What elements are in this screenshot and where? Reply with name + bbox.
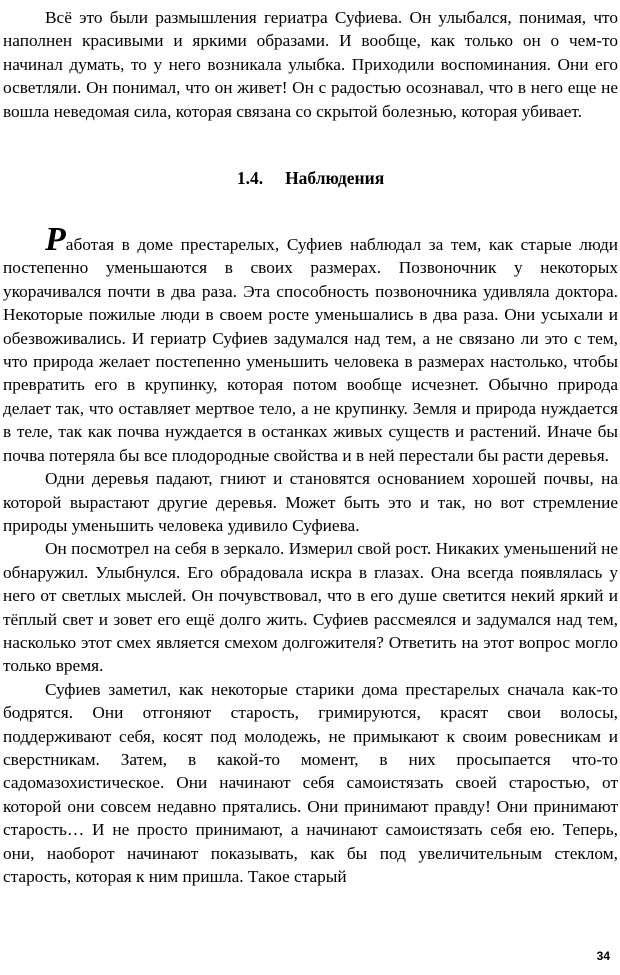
section-heading-block: [3, 123, 618, 230]
body-paragraph: Суфиев заметил, как некоторые старики дома престарелых сначала как-то бодрятся. Они отгоняют старость, гримируются, красят свои волосы, поддерживают себя, косят под молодежь, не примыкают к своим ровесникам и сверстникам. Затем, в какой-то момент, в них просыпается что-то садомазохистическое. Они начинают себя самоистязать своей старостью, от которой они совсем недавно прятались. Они принимают правду! Они принимают старость… И не просто принимают, а начинают самоистязать себя ею. Теперь, они, наоборот начинают показывать, как бы под увеличительным стеклом, старость, которая к ним пришла. Такое старый: [3, 679, 618, 886]
page-number: 34: [596, 949, 610, 963]
body-paragraph: Одни деревья падают, гниют и становятся основанием хорошей почвы, на которой вырастают другие деревья. Может быть это и так, но вот стремление природы уменьшить человека удивило Суфиева.: [3, 469, 618, 535]
section-number: 1.4.: [236, 167, 264, 188]
section-heading: [237, 167, 384, 190]
body-paragraph: Он посмотрел на себя в зеркало. Измерил свой рост. Никаких уменьшений не обнаружил. Улыбнулся. Его обрадовала искра в глазах. Она всегда появлялась у него от светлых мыслей. Он почувствовал, что в его душе светится некий яркий и тёплый свет и зовет его ещё долго жить. Суфиев рассмеялся и задумался над тем, насколько этот смех является смехом долгожителя? Ответить на этот вопрос могло только время.: [3, 539, 618, 676]
dropcap-letter: Р: [45, 221, 66, 259]
first-paragraph-text: аботая в доме престарелых, Суфиев наблюдал за тем, как старые люди постепенно уменьшаются в своих размерах. Позвоночник у некоторых укорачивался почти в два раза. Эта способность позвоночника удивляла доктора. Некоторые пожилые люди в своем росте уменьшались в два раза. Они усыхали и обезвоживались. И гериатр Суфиев задумался над тем, а не связано ли это с тем, что природа желает постепенно уменьшить человека в размерах настолько, чтобы превратить его в крупинку, которая потом вообще исчезнет. Обычно природа делает так, что оставляет мертвое тело, а не крупинку. Земля и природа нуждается в теле, так как почва нуждается в останках живых существ и растений. Иначе бы почва потеряла бы все плодородные свойства и в ней перестали бы расти деревья.: [3, 235, 618, 465]
first-paragraph: [3, 221, 618, 467]
intro-paragraph: Всё это были размышления гериатра Суфиева. Он улыбался, понимая, что наполнен красивыми и яркими образами. И вообще, как только он о чем-то начинал думать, то у него возникала улыбка. Приходили воспоминания. Они его осветляли. Он понимал, что он живет! Он с радостью осознавал, что в него еще не вошла неведомая сила, которая связана со скрытой болезнью, которая убивает.: [3, 8, 618, 121]
section-title: Наблюдения: [285, 167, 385, 188]
